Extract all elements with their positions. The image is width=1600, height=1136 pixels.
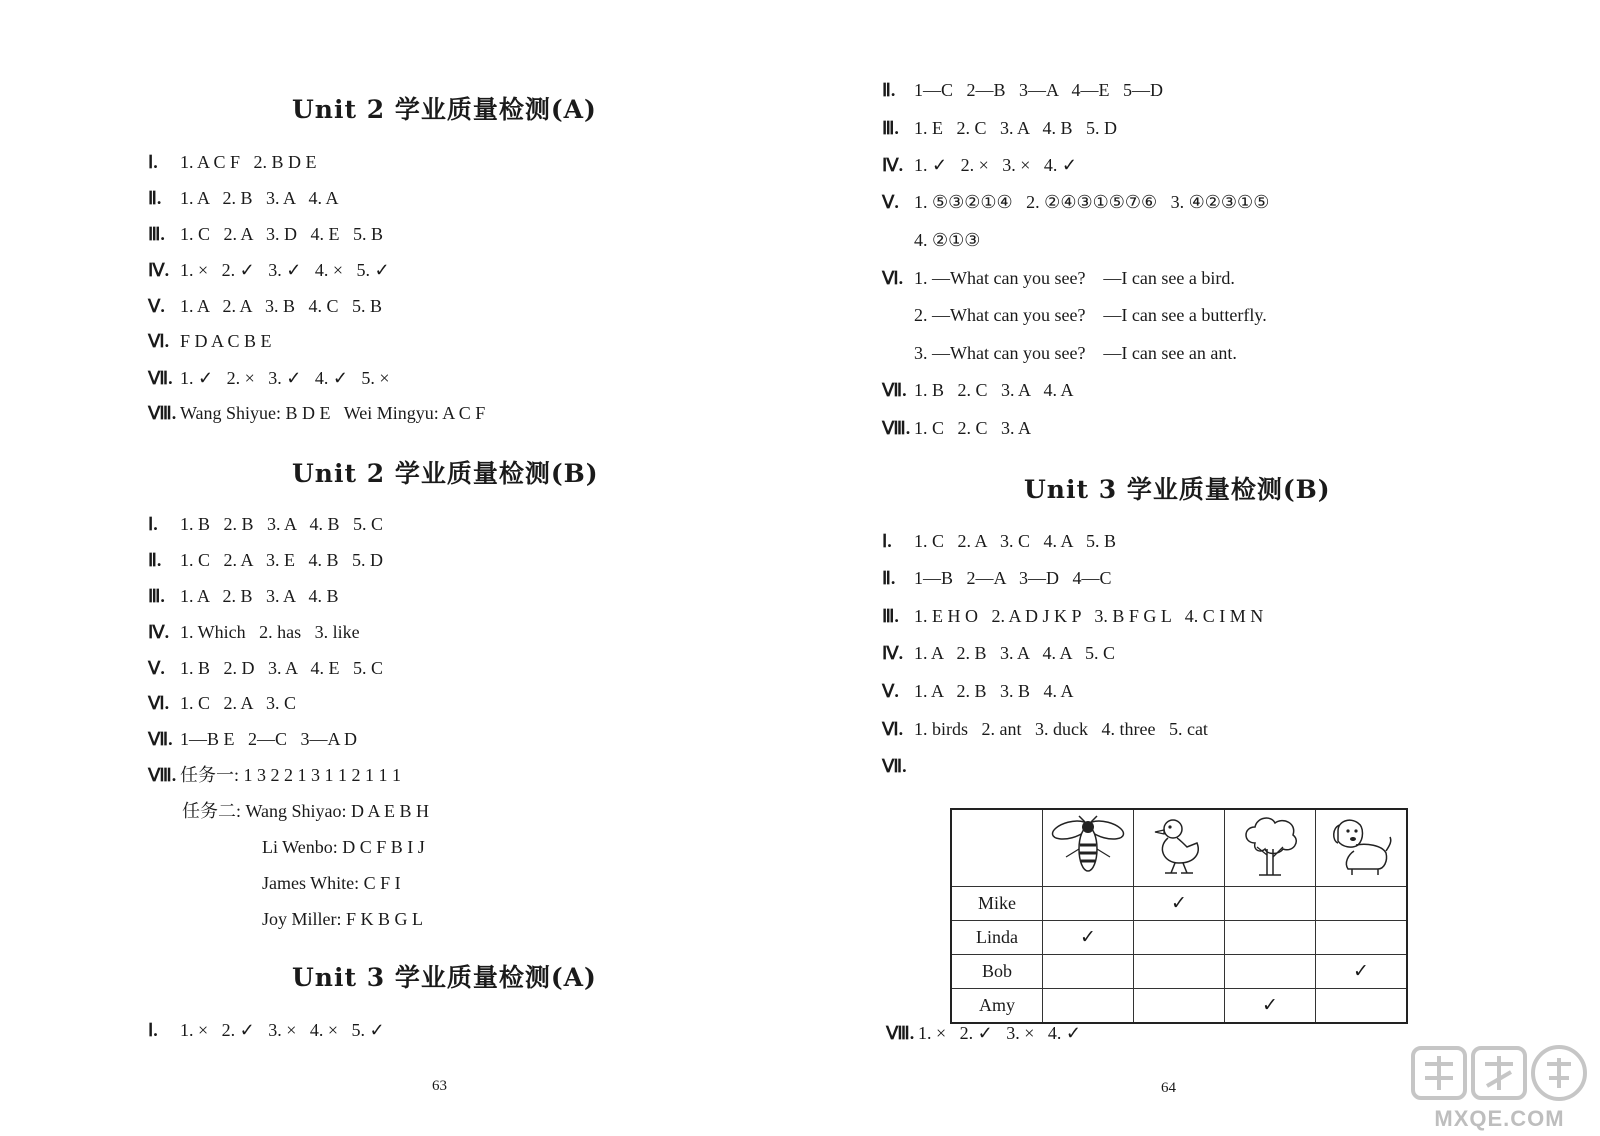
- answer-row: Ⅶ. 1. ✓ 2. × 3. ✓ 4. ✓ 5. ×: [148, 368, 390, 388]
- answer-row: Ⅲ. 1. E H O 2. A D J K P 3. B F G L 4. C I M N: [882, 606, 1264, 626]
- watermark-logo: [1407, 1042, 1592, 1132]
- answer-row: Ⅵ. F D A C B E: [148, 331, 272, 351]
- answer-row: Ⅱ. 1—C 2—B 3—A 4—E 5—D: [882, 80, 1164, 100]
- answer-row: Ⅶ. 1. B 2. C 3. A 4. A: [882, 380, 1074, 400]
- answer-row: Ⅰ. 1. × 2. ✓ 3. × 4. × 5. ✓: [148, 1020, 385, 1040]
- table-cell: [1316, 989, 1408, 1024]
- bee-icon: [1048, 815, 1128, 877]
- answer-row: 4. ②①③: [914, 230, 981, 250]
- table-cell: [1225, 955, 1316, 989]
- answer-row: Ⅳ. 1. × 2. ✓ 3. ✓ 4. × 5. ✓: [148, 260, 390, 280]
- answer-row: Ⅴ. 1. ⑤③②①④ 2. ②④③①⑤⑦⑥ 3. ④②③①⑤: [882, 192, 1270, 212]
- answer-row: Ⅳ. 1. A 2. B 3. A 4. A 5. C: [882, 643, 1116, 663]
- answer-row: Ⅷ. 1. C 2. C 3. A: [882, 418, 1032, 438]
- answer-row: Ⅲ. 1. E 2. C 3. A 4. B 5. D: [882, 118, 1118, 138]
- task2-line: Li Wenbo: D C F B I J: [262, 837, 425, 857]
- section-title-unit3b: Unit 3 学业质量检测(B): [1024, 475, 1331, 504]
- answer-row: 3. —What can you see? —I can see an ant.: [914, 343, 1237, 363]
- task2-line: Joy Miller: F K B G L: [262, 909, 424, 929]
- answer-row: 2. —What can you see? —I can see a butterfly.: [914, 305, 1267, 325]
- table-row: [951, 921, 1407, 955]
- row-name: Mike: [951, 887, 1043, 921]
- answer-row: Ⅰ. 1. C 2. A 3. C 4. A 5. B: [882, 531, 1117, 551]
- column-duck: [1134, 809, 1225, 887]
- answer-row: Ⅱ. 1. C 2. A 3. E 4. B 5. D: [148, 550, 384, 570]
- section-title-unit2b: Unit 2 学业质量检测(B): [292, 459, 599, 488]
- answer-row: Ⅱ. 1. A 2. B 3. A 4. A: [148, 188, 339, 208]
- page-right: [800, 0, 1600, 1136]
- task2-line: James White: C F I: [262, 873, 401, 893]
- tree-icon: [1237, 813, 1303, 879]
- answer-row: Ⅴ. 1. B 2. D 3. A 4. E 5. C: [148, 658, 384, 678]
- row-name: Amy: [951, 989, 1043, 1024]
- section-title-unit2a: Unit 2 学业质量检测(A): [292, 95, 597, 124]
- table-cell: [1134, 955, 1225, 989]
- page-number: 64: [1161, 1080, 1176, 1096]
- table-row: [951, 955, 1407, 989]
- answer-row: Ⅱ. 1—B 2—A 3—D 4—C: [882, 568, 1112, 588]
- answer-row: Ⅲ. 1. A 2. B 3. A 4. B: [148, 586, 339, 606]
- answer-row: Ⅵ. 1. —What can you see? —I can see a bird.: [882, 268, 1235, 288]
- column-tree: [1225, 809, 1316, 887]
- watermark-icon: [1407, 1042, 1592, 1106]
- answer-table: [950, 808, 1408, 1024]
- answer-row: Ⅵ. 1. C 2. A 3. C: [148, 693, 297, 713]
- table-cell: [1225, 921, 1316, 955]
- section-title-unit3a: Unit 3 学业质量检测(A): [292, 963, 597, 992]
- answer-row: Ⅴ. 1. A 2. A 3. B 4. C 5. B: [148, 296, 383, 316]
- table-cell: ✓: [1134, 887, 1225, 921]
- answer-row: Ⅳ. 1. Which 2. has 3. like: [148, 622, 360, 642]
- table-cell: [1316, 921, 1408, 955]
- answer-row: Ⅷ. 任务一: 1 3 2 2 1 3 1 1 2 1 1 1: [148, 765, 402, 785]
- answer-row: Ⅴ. 1. A 2. B 3. B 4. A: [882, 681, 1074, 701]
- answer-row: Ⅵ. 1. birds 2. ant 3. duck 4. three 5. cat: [882, 719, 1208, 739]
- answer-row: Ⅲ. 1. C 2. A 3. D 4. E 5. B: [148, 224, 384, 244]
- table-row: [951, 887, 1407, 921]
- answer-row: Ⅶ.: [882, 756, 907, 776]
- table-cell: [1043, 887, 1134, 921]
- answer-row: Ⅶ. 1—B E 2—C 3—A D: [148, 729, 358, 749]
- table-cell: [1043, 955, 1134, 989]
- answer-row: Ⅳ. 1. ✓ 2. × 3. × 4. ✓: [882, 155, 1077, 175]
- answer-row: Ⅰ. 1. B 2. B 3. A 4. B 5. C: [148, 514, 384, 534]
- table-cell: [1316, 887, 1408, 921]
- table-cell: [1043, 989, 1134, 1024]
- table-cell: [1134, 989, 1225, 1024]
- row-name: Linda: [951, 921, 1043, 955]
- table-row: [951, 989, 1407, 1024]
- table-cell: ✓: [1316, 955, 1408, 989]
- table-cell: ✓: [1225, 989, 1316, 1024]
- table-cell: [1225, 887, 1316, 921]
- table-cell: ✓: [1043, 921, 1134, 955]
- dog-icon: [1326, 813, 1396, 879]
- row-name: Bob: [951, 955, 1043, 989]
- answer-row: Ⅰ. 1. A C F 2. B D E: [148, 152, 317, 172]
- column-bee: [1043, 809, 1134, 887]
- column-dog: [1316, 809, 1408, 887]
- answer-row: Ⅷ. 1. × 2. ✓ 3. × 4. ✓: [886, 1023, 1081, 1043]
- table-corner: [951, 809, 1043, 887]
- answer-row: Ⅷ. Wang Shiyue: B D E Wei Mingyu: A C F: [148, 403, 486, 423]
- task2-line: 任务二: Wang Shiyao: D A E B H: [182, 801, 430, 821]
- duck-icon: [1149, 813, 1209, 879]
- table-cell: [1134, 921, 1225, 955]
- page-number: 63: [432, 1078, 447, 1094]
- watermark-text: MXQE.COM: [1434, 1106, 1565, 1131]
